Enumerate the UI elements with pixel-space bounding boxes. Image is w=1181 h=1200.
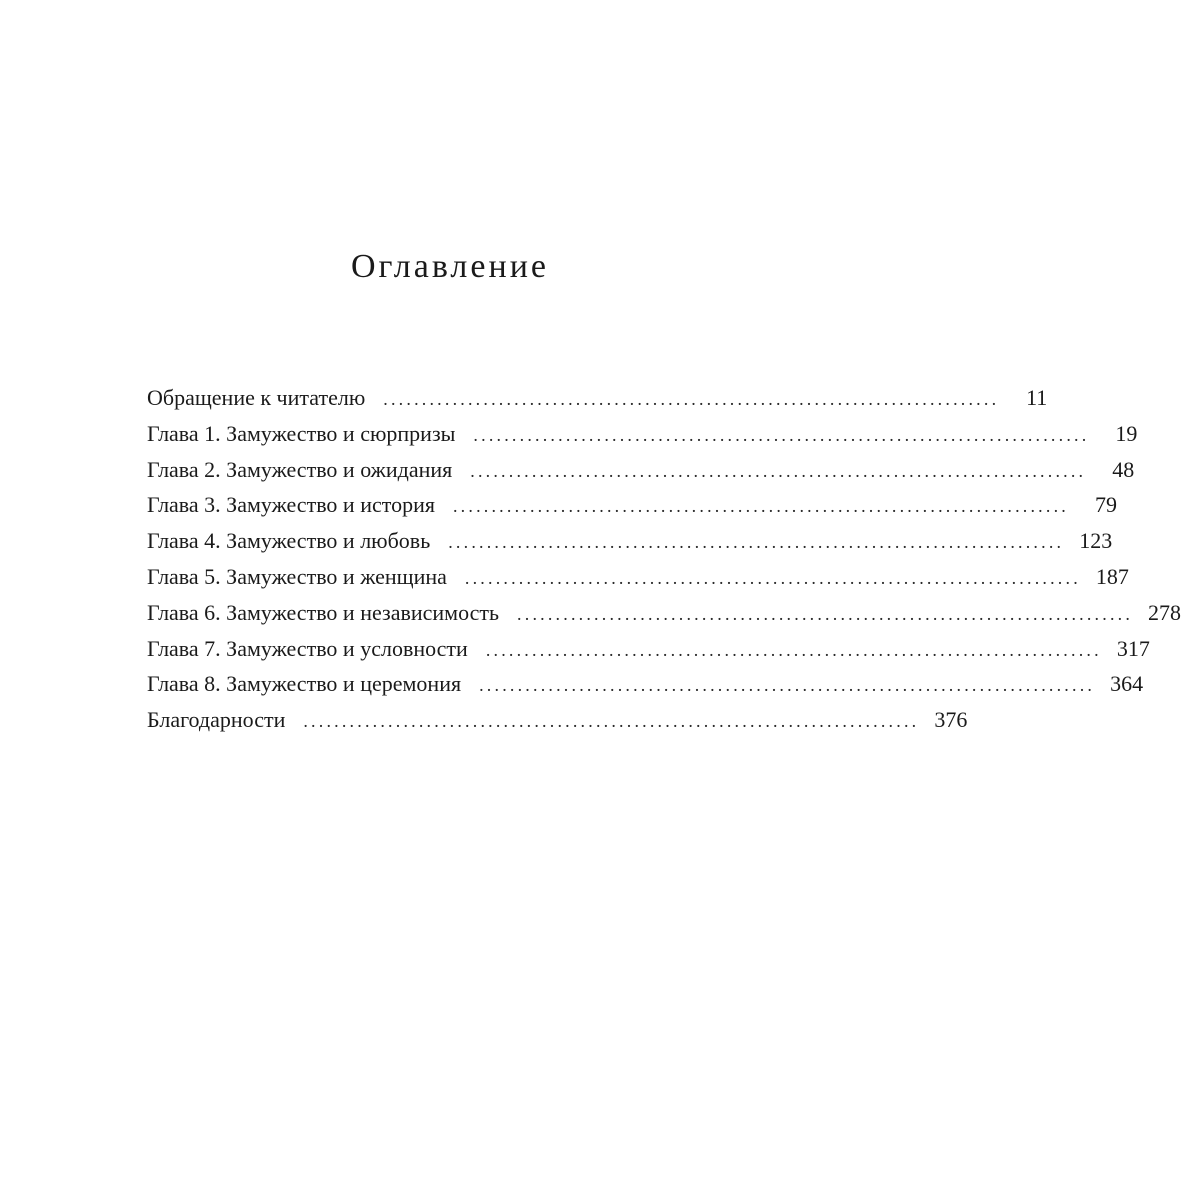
toc-list	[147, 380, 1181, 738]
toc-leader-dots: ................................................................................	[448, 532, 1065, 553]
toc-entry-page: 376	[934, 707, 968, 733]
toc-entry-page: 79	[1094, 492, 1117, 518]
toc-entry-label: Глава 4. Замужество и любовь	[147, 528, 431, 554]
toc-entry-label: Обращение к читателю	[147, 385, 366, 410]
toc-entry-page: 278	[1148, 599, 1181, 625]
toc-entry[interactable]	[147, 559, 1129, 595]
toc-entry-label: Глава 8. Замужество и церемония	[147, 671, 462, 697]
toc-leader-dots: ................................................................................	[517, 603, 1134, 624]
toc-entry-page: 364	[1110, 671, 1144, 697]
toc-entry-page: 48	[1112, 456, 1135, 482]
toc-entry[interactable]	[147, 595, 1181, 631]
toc-entry[interactable]	[147, 416, 1138, 452]
toc-entry[interactable]	[147, 380, 1048, 416]
toc-leader-dots: ................................................................................	[473, 424, 1090, 445]
toc-entry-label: Глава 2. Замужество и ожидания	[147, 456, 453, 482]
toc-leader-dots: ................................................................................	[479, 675, 1096, 696]
toc-entry-page: 123	[1079, 528, 1113, 554]
toc-entry[interactable]	[147, 631, 1150, 667]
toc-entry[interactable]	[147, 452, 1135, 488]
toc-leader-dots: ................................................................................	[485, 639, 1102, 660]
toc-entry-page: 19	[1115, 420, 1138, 446]
toc-entry-page: 187	[1095, 563, 1129, 589]
toc-title: Оглавление	[351, 248, 549, 285]
toc-entry[interactable]	[147, 702, 968, 738]
toc-leader-dots: ................................................................................	[303, 711, 920, 732]
toc-leader-dots: ................................................................................	[470, 460, 1087, 481]
toc-entry[interactable]	[147, 523, 1113, 559]
toc-entry-label: Глава 3. Замужество и история	[147, 492, 435, 518]
toc-leader-dots: ................................................................................	[383, 389, 1000, 409]
toc-entry-label: Глава 6. Замужество и независимость	[147, 599, 500, 625]
toc-entry-page: 11	[1026, 385, 1048, 410]
toc-entry[interactable]	[147, 666, 1144, 702]
toc-leader-dots: ................................................................................	[452, 496, 1069, 517]
toc-entry-label: Глава 7. Замужество и условности	[147, 635, 468, 661]
toc-leader-dots: ................................................................................	[464, 567, 1081, 588]
toc-entry-page: 317	[1116, 635, 1150, 661]
toc-entry-label: Благодарности	[147, 707, 286, 733]
toc-entry-label: Глава 5. Замужество и женщина	[147, 563, 447, 589]
toc-entry[interactable]	[147, 487, 1117, 523]
toc-entry-label: Глава 1. Замужество и сюрпризы	[147, 420, 456, 446]
